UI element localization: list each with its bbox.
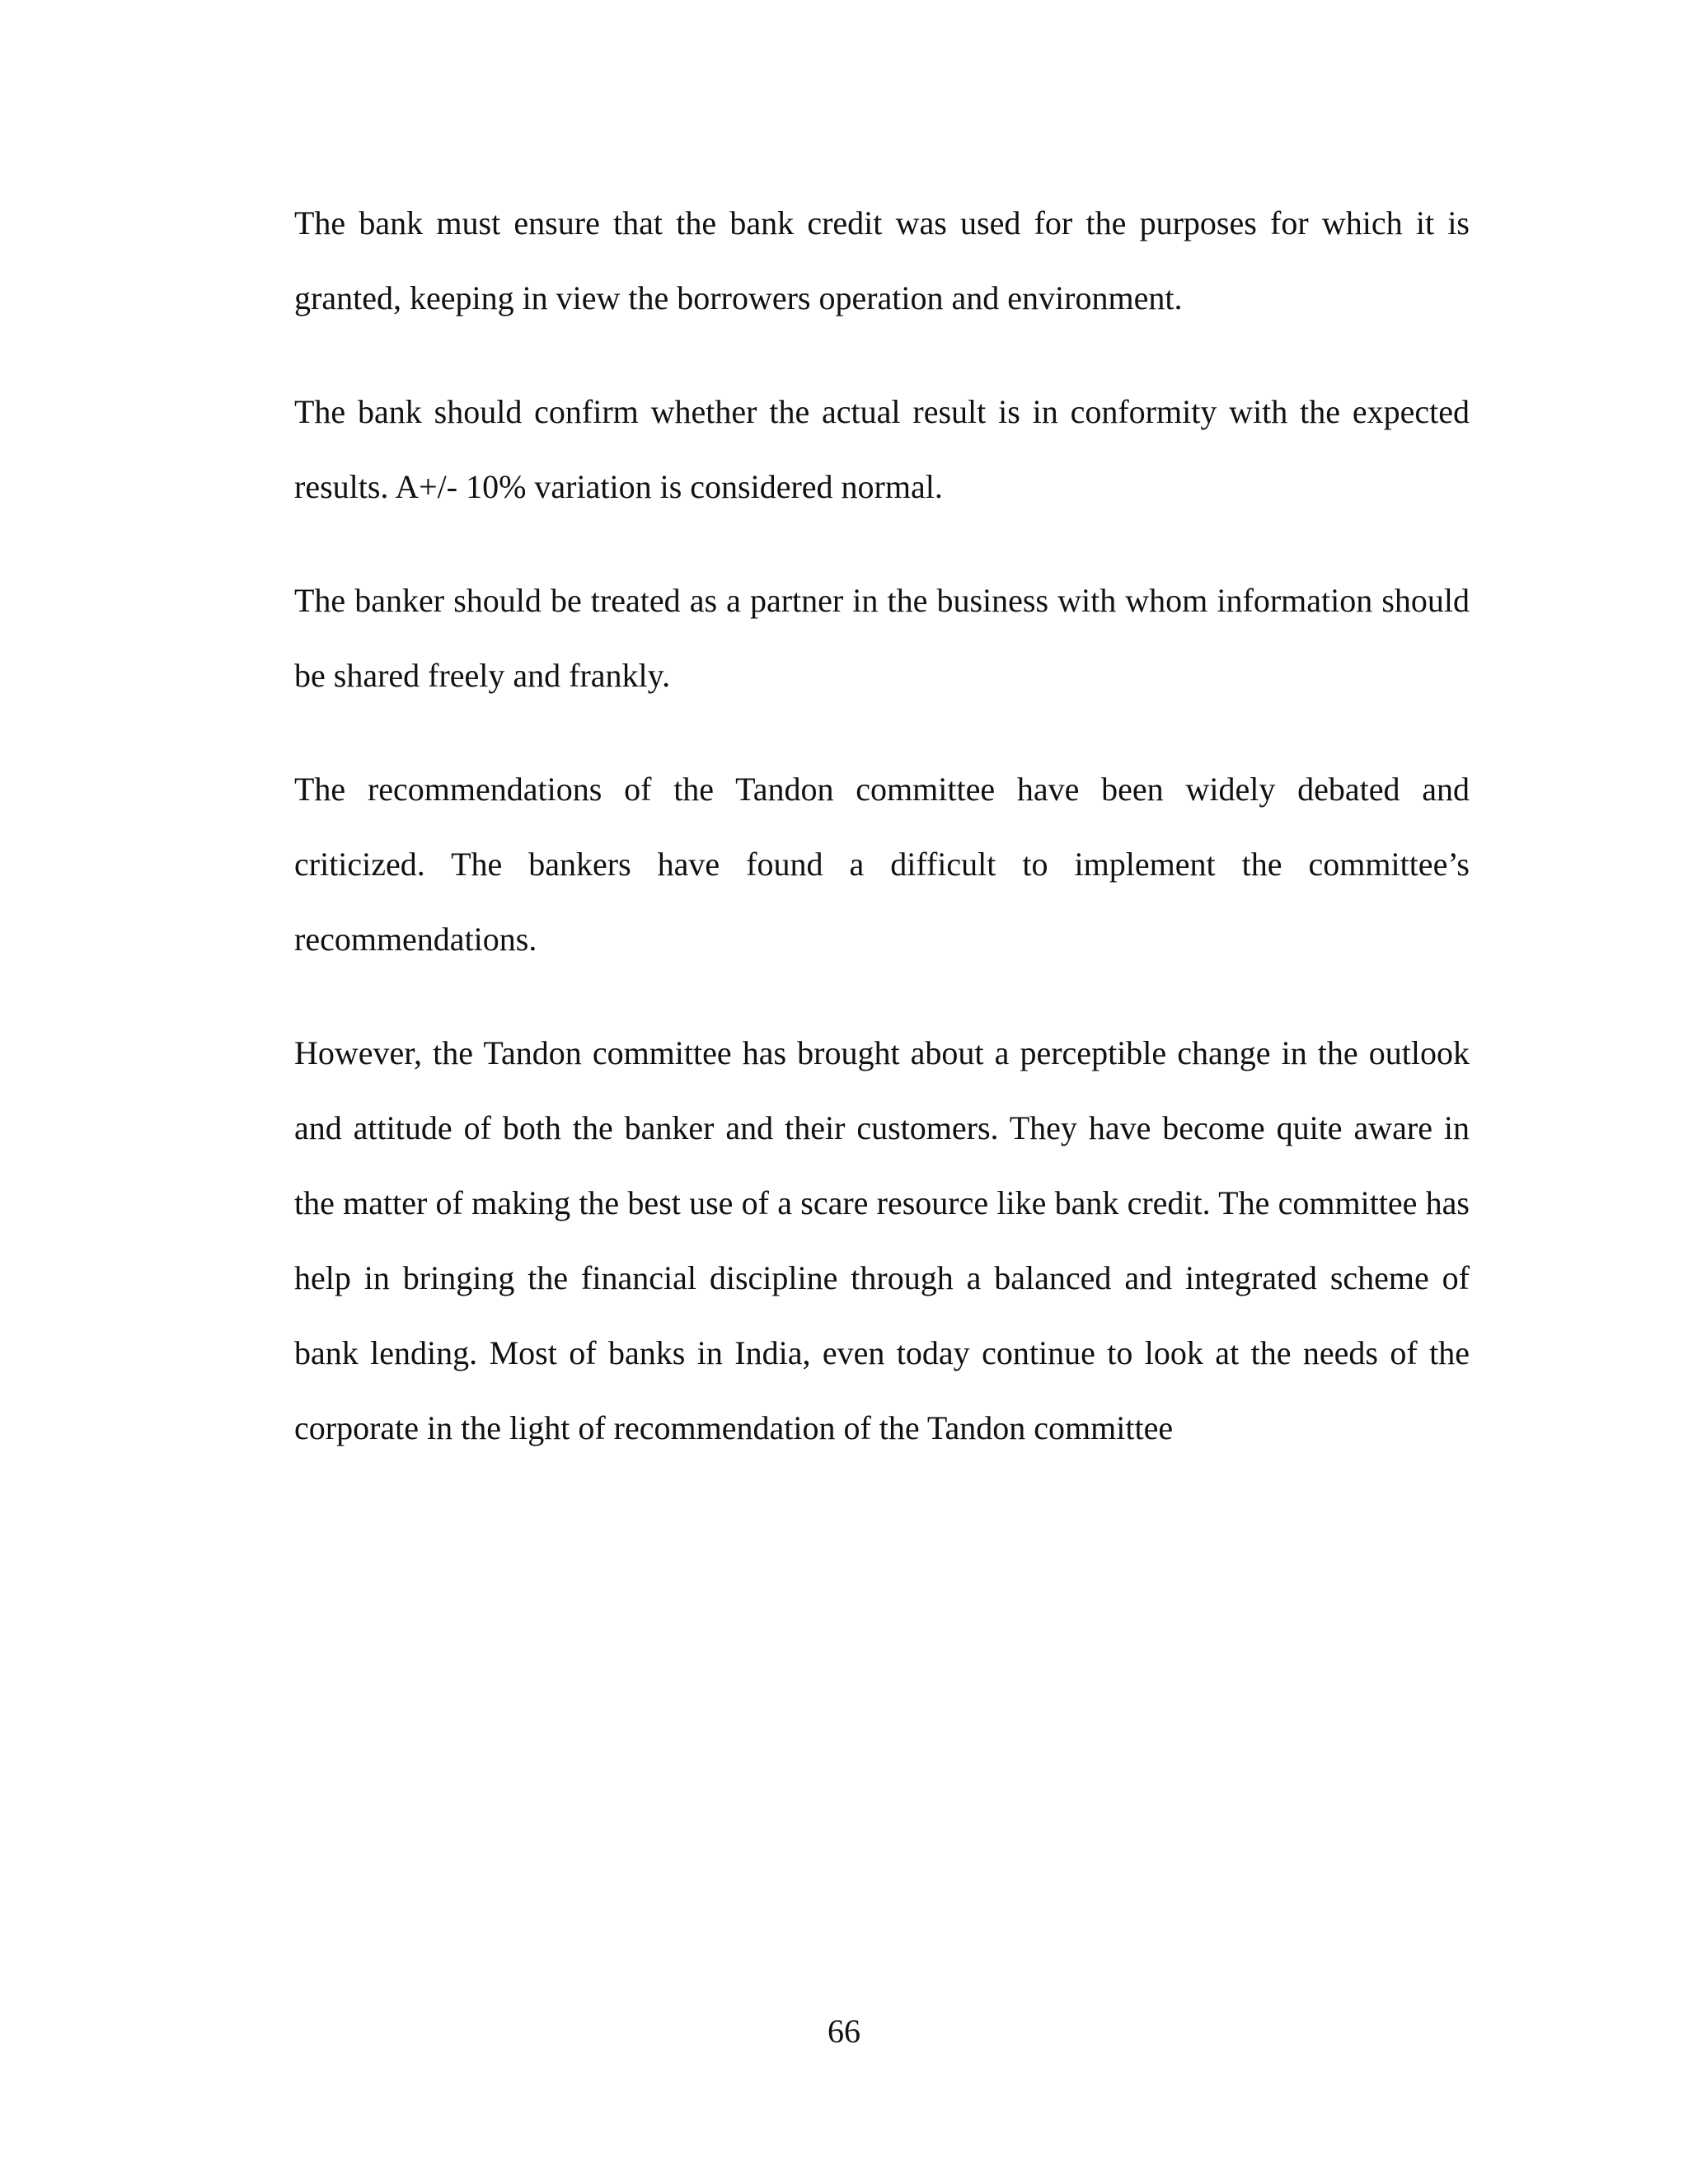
- page-number: 66: [828, 2013, 860, 2050]
- paragraph-tandon-impact: However, the Tandon committee has brought about a perceptible change in the outlook and attitude of both the banker and their customers. They have become quite aware in the matter of making the best use of a scare resource like bank credit. The committee has help in bringing the financial discipline through a balanced and integrated scheme of bank lending. Most of banks in India, even today continue to look at the needs of the corporate in the light of recommendation of the Tandon committee: [294, 1034, 1470, 1446]
- paragraph-results-conformity: The bank should confirm whether the actual result is in conformity with the expected results. A+/- 10% variation is considered normal.: [294, 393, 1470, 505]
- paragraph-credit-use: The bank must ensure that the bank credit was used for the purposes for which it is granted, keeping in view the borrowers operation and environment.: [294, 204, 1470, 316]
- body-text: [294, 185, 1470, 1504]
- paragraph-recommendations-debated: The recommendations of the Tandon committee have been widely debated and criticized. The bankers have found a difficult to implement the committee’s recommendations.: [294, 771, 1470, 958]
- paragraph-banker-partner: The banker should be treated as a partner in the business with whom information should be shared freely and frankly.: [294, 582, 1470, 694]
